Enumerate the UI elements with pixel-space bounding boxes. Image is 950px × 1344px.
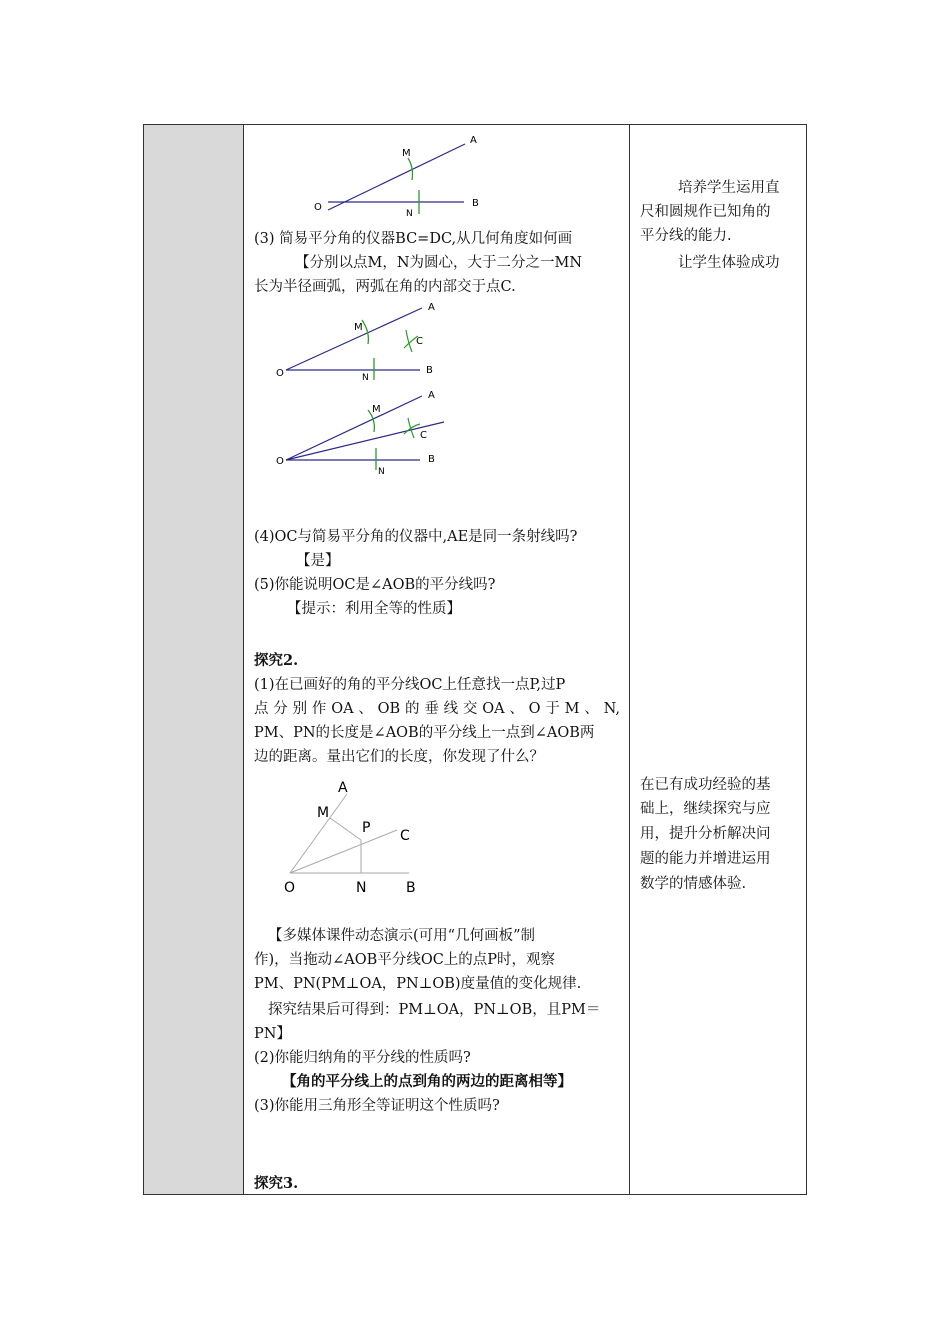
step-3: (3) 简易平分角的仪器BC=DC,从几何角度如何画	[254, 231, 573, 247]
multimedia-line3: PM、PN(PM⊥OA，PN⊥OB)度量值的变化规律.	[254, 976, 582, 992]
goal-2-line5: 数学的情感体验.	[640, 876, 747, 892]
explore-2-q1-line1: (1)在已画好的角的平分线OC上任意找一点P,过P	[254, 677, 566, 693]
step-3-answer-line2: 长为半径画弧，两弧在角的内部交于点C.	[254, 279, 516, 295]
question-3: (3)你能用三角形全等证明这个性质吗?	[254, 1098, 500, 1114]
goal-2-line4: 题的能力并增进运用	[640, 851, 771, 867]
step-5: (5)你能说明OC是∠AOB的平分线吗?	[254, 577, 496, 593]
multimedia-line2: 作)，当拖动∠AOB平分线OC上的点P时，观察	[254, 952, 556, 968]
angle-figure-2	[270, 300, 450, 386]
label-A: A	[470, 135, 477, 146]
multimedia-line1: 【多媒体课件动态演示(可用“几何画板”制	[268, 928, 535, 944]
label-M: M	[402, 148, 411, 159]
label-O: O	[276, 456, 284, 467]
label-C: C	[416, 336, 423, 347]
result-line2: PN】	[254, 1026, 291, 1042]
bisector-figure	[276, 774, 426, 896]
explore-2-q1-line3: PM、PN的长度是∠AOB的平分线上一点到∠AOB两	[254, 725, 595, 741]
goal-1-line4: 让学生体验成功	[678, 255, 780, 271]
label-N: N	[406, 209, 413, 219]
question-2-answer: 【角的平分线上的点到角的两边的距离相等】	[282, 1073, 572, 1090]
label-C: C	[400, 828, 410, 844]
goal-2-line2: 础上，继续探究与应	[640, 801, 771, 817]
left-column	[144, 125, 244, 1194]
explore-3-title: 探究3.	[254, 1175, 299, 1192]
goal-1-line3: 平分线的能力.	[640, 228, 732, 244]
angle-figure-1	[300, 128, 500, 224]
goal-1-line1: 培养学生运用直	[678, 180, 780, 196]
step-3-answer-line1: 【分别以点M，N为圆心，大于二分之一MN	[295, 255, 583, 271]
label-N: N	[378, 467, 385, 477]
question-2: (2)你能归纳角的平分线的性质吗?	[254, 1050, 471, 1066]
label-B: B	[406, 880, 416, 896]
label-N: N	[356, 880, 367, 896]
explore-2-title: 探究2.	[254, 652, 299, 669]
goal-2-line3: 用，提升分析解决问	[640, 826, 771, 842]
angle-figure-3	[270, 388, 450, 478]
label-P: P	[362, 820, 371, 836]
label-M: M	[317, 805, 330, 821]
label-M: M	[354, 322, 363, 333]
explore-2-q1-line2: 点分别作OA、OB的垂线交OA、O于M、N,	[254, 701, 620, 717]
label-O: O	[314, 202, 322, 213]
label-O: O	[284, 880, 296, 896]
label-C: C	[420, 430, 427, 441]
explore-2-q1-line4: 边的距离。量出它们的长度，你发现了什么？	[254, 749, 544, 765]
step-4: (4)OC与简易平分角的仪器中,AE是同一条射线吗?	[254, 529, 578, 545]
result-line1: 探究结果后可得到：PM⊥OA，PN⊥OB，且PM＝	[268, 1002, 601, 1018]
step-5-answer: 【提示：利用全等的性质】	[287, 601, 461, 617]
label-B: B	[426, 365, 433, 376]
label-N: N	[362, 373, 369, 383]
label-O: O	[276, 368, 284, 379]
label-A: A	[428, 390, 435, 401]
label-A: A	[338, 780, 348, 796]
step-4-answer: 【是】	[296, 553, 340, 569]
label-M: M	[372, 404, 381, 415]
goal-2-line1: 在已有成功经验的基	[640, 777, 771, 793]
goal-1-line2: 尺和圆规作已知角的	[640, 204, 771, 220]
label-B: B	[472, 198, 479, 209]
label-A: A	[428, 302, 435, 313]
label-B: B	[428, 454, 435, 465]
column-divider	[629, 125, 630, 1194]
